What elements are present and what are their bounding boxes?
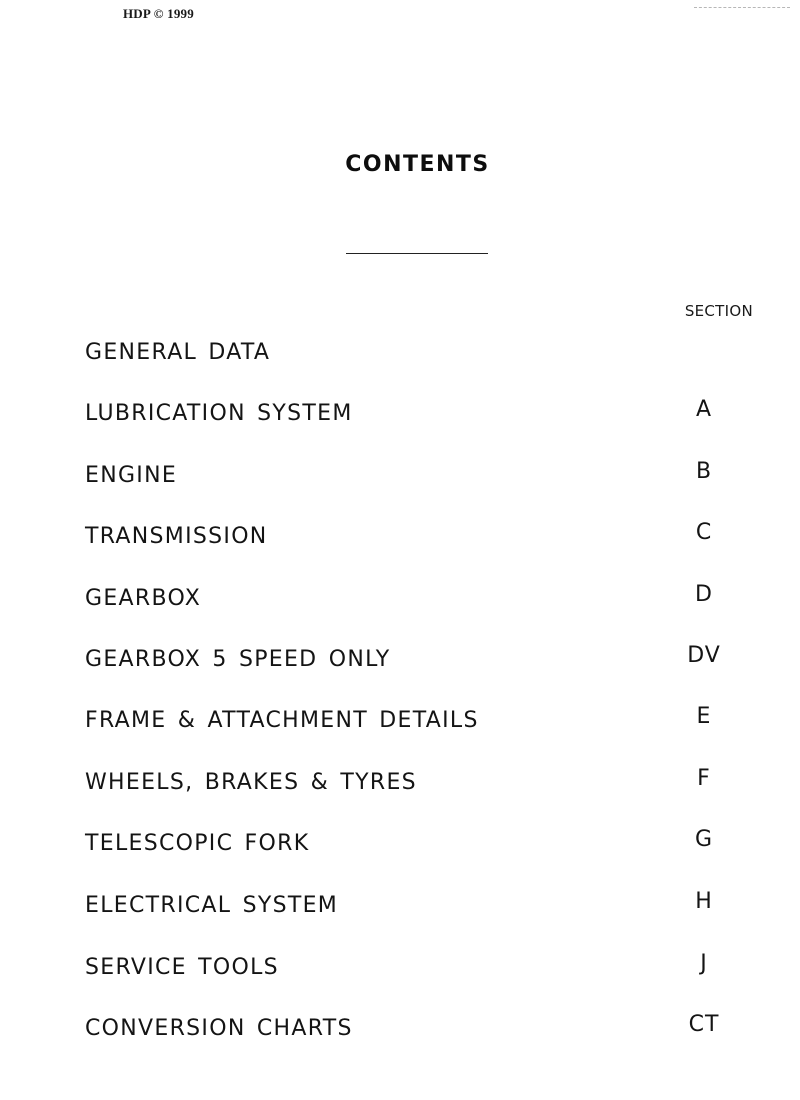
contents-row-label: SERVICE TOOLS <box>85 955 279 980</box>
contents-row-telescopic-fork <box>85 827 800 871</box>
contents-row-section: C <box>695 520 713 545</box>
contents-row-service-tools <box>85 951 800 995</box>
contents-row-label: WHEELS, BRAKES & TYRES <box>85 770 417 795</box>
contents-row-label: TELESCOPIC FORK <box>85 831 310 856</box>
contents-row-lubrication-system <box>85 397 800 441</box>
contents-row-engine <box>85 459 800 503</box>
contents-row-section: A <box>695 397 713 422</box>
contents-row-section: J <box>700 951 708 976</box>
contents-row-general-data <box>85 340 800 380</box>
contents-row-section: DV <box>687 643 721 668</box>
contents-row-label: ELECTRICAL SYSTEM <box>85 893 339 918</box>
contents-row-label: GEARBOX <box>85 586 202 611</box>
contents-row-section: F <box>697 766 711 791</box>
contents-row-label: GEARBOX 5 SPEED ONLY <box>85 647 391 672</box>
contents-row-label: GENERAL DATA <box>85 340 271 365</box>
contents-row-electrical-system <box>85 889 800 933</box>
contents-row-label: CONVERSION CHARTS <box>85 1016 353 1041</box>
page-title: CONTENTS <box>345 152 490 177</box>
contents-row-section: H <box>695 889 713 914</box>
copyright-mark: HDP © 1999 <box>123 6 194 21</box>
contents-row-transmission <box>85 520 800 564</box>
contents-row-label: TRANSMISSION <box>85 524 268 549</box>
contents-row-section: D <box>695 582 713 607</box>
contents-row-section: E <box>696 704 712 729</box>
contents-row-label: FRAME & ATTACHMENT DETAILS <box>85 708 479 733</box>
contents-row-wheels-brakes-tyres <box>85 766 800 810</box>
section-column-header: SECTION <box>684 302 753 320</box>
contents-row-conversion-charts <box>85 1012 800 1056</box>
contents-row-section: B <box>695 459 713 484</box>
contents-row-section: CT <box>688 1012 720 1037</box>
contents-row-label: ENGINE <box>85 463 178 488</box>
contents-row-frame-attachment-details <box>85 704 800 748</box>
contents-row-section: G <box>694 827 714 852</box>
contents-row-label: LUBRICATION SYSTEM <box>85 401 353 426</box>
contents-row-gearbox-5-speed <box>85 643 800 687</box>
contents-row-gearbox <box>85 582 800 626</box>
